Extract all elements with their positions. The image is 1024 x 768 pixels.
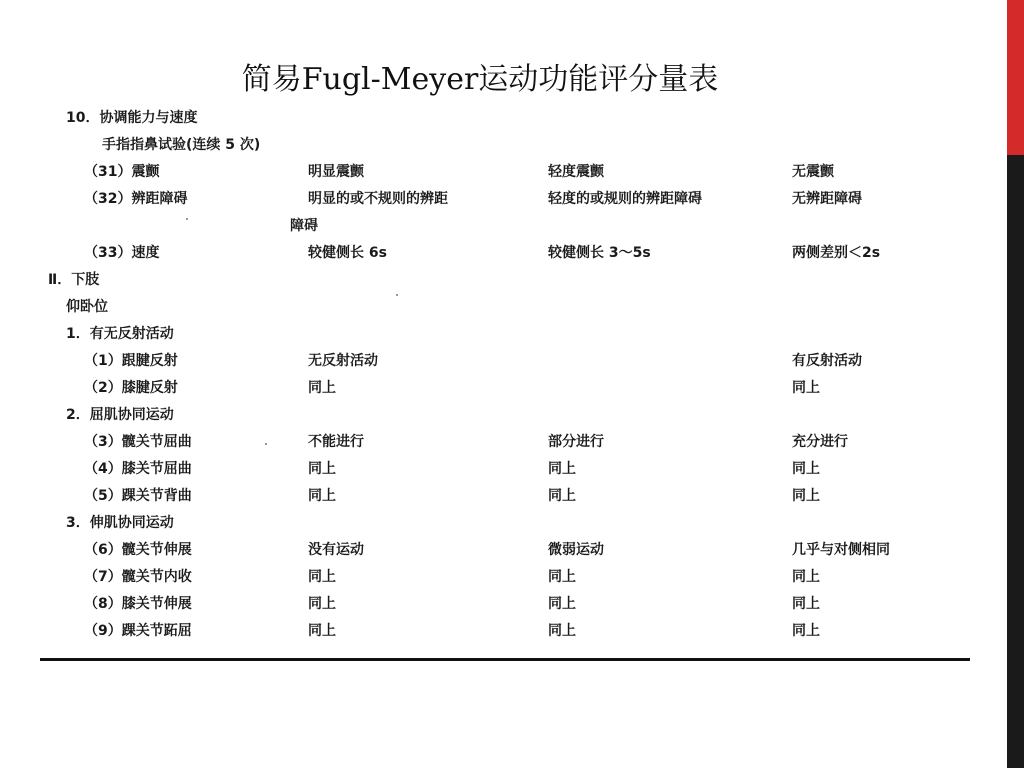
cell-d: 充分进行 [792, 434, 848, 450]
cell-d: 同上 [792, 596, 820, 612]
cell-b: 较健侧长 6s [308, 245, 387, 261]
cell-a: 2．屈肌协同运动 [66, 407, 174, 423]
cell-c: 同上 [548, 461, 576, 477]
cell-c: 轻度的或规则的辨距障碍 [548, 191, 702, 207]
cell-a: 手指指鼻试验(连续 5 次) [102, 137, 261, 153]
cell-c: 同上 [548, 488, 576, 504]
cell-a: （2）膝腱反射 [84, 380, 178, 396]
cell-b: 明显震颤 [308, 164, 364, 180]
page-title: 简易Fugl-Meyer运动功能评分量表 [241, 62, 719, 97]
cell-a: （7）髋关节内收 [84, 569, 192, 585]
cell-c: 轻度震颤 [548, 164, 604, 180]
cell-c: 部分进行 [548, 434, 604, 450]
cell-d: 无震颤 [792, 164, 834, 180]
cell-a: （31）震颤 [84, 164, 160, 180]
cell-b: 同上 [308, 380, 336, 396]
cell-d: 同上 [792, 488, 820, 504]
document-line [0, 540, 1000, 567]
cell-a: （33）速度 [84, 245, 160, 261]
cell-d: 同上 [792, 623, 820, 639]
document-line [0, 513, 1000, 540]
cell-a: （5）踝关节背曲 [84, 488, 192, 504]
cell-a: 10．协调能力与速度 [66, 110, 198, 126]
cell-b: 同上 [308, 596, 336, 612]
cell-b: 同上 [308, 569, 336, 585]
cell-a: Ⅱ．下肢 [48, 272, 100, 288]
cell-b: 明显的或不规则的辨距 [308, 191, 448, 207]
cell-a: （4）膝关节屈曲 [84, 461, 192, 477]
document-line [0, 324, 1000, 351]
accent-bar-dark [1007, 155, 1024, 768]
document-line [0, 351, 1000, 378]
document-line [0, 270, 1000, 297]
accent-bar-red [1007, 0, 1024, 155]
cell-a: 仰卧位 [66, 299, 108, 315]
cell-d: 两侧差别＜2s [792, 245, 881, 261]
document-line [0, 162, 1000, 189]
cell-b: 同上 [308, 488, 336, 504]
document-line [0, 459, 1000, 486]
cell-c: 较健侧长 3～5s [548, 245, 651, 261]
cell-b2: 障碍 [290, 218, 318, 234]
scan-speck [186, 218, 188, 220]
cell-a: 1．有无反射活动 [66, 326, 174, 342]
document-line [0, 108, 1000, 135]
document-line [0, 297, 1000, 324]
document-line [0, 135, 1000, 162]
document-line [0, 405, 1000, 432]
cell-c: 微弱运动 [548, 542, 604, 558]
document-line [0, 432, 1000, 459]
scan-speck [265, 443, 267, 445]
cell-a: （1）跟腱反射 [84, 353, 178, 369]
cell-b: 无反射活动 [308, 353, 378, 369]
cell-b: 不能进行 [308, 434, 364, 450]
cell-d: 有反射活动 [792, 353, 862, 369]
document-line [0, 216, 1000, 243]
cell-b: 同上 [308, 623, 336, 639]
cell-a: （9）踝关节跖屈 [84, 623, 192, 639]
document-line [0, 594, 1000, 621]
cell-c: 同上 [548, 623, 576, 639]
cell-d: 同上 [792, 380, 820, 396]
cell-c: 同上 [548, 596, 576, 612]
bottom-rule [40, 658, 970, 661]
document-line [0, 243, 1000, 270]
cell-d: 同上 [792, 461, 820, 477]
cell-b: 同上 [308, 461, 336, 477]
cell-c: 同上 [548, 569, 576, 585]
document-line [0, 621, 1000, 648]
scan-speck [396, 294, 398, 296]
document-line [0, 378, 1000, 405]
cell-a: （6）髋关节伸展 [84, 542, 192, 558]
document-line [0, 567, 1000, 594]
document-line [0, 189, 1000, 216]
cell-d: 无辨距障碍 [792, 191, 862, 207]
cell-a: （3）髋关节屈曲 [84, 434, 192, 450]
cell-a: 3．伸肌协同运动 [66, 515, 174, 531]
cell-d: 几乎与对侧相同 [792, 542, 890, 558]
cell-d: 同上 [792, 569, 820, 585]
cell-a: （8）膝关节伸展 [84, 596, 192, 612]
cell-b: 没有运动 [308, 542, 364, 558]
document-line [0, 486, 1000, 513]
cell-a: （32）辨距障碍 [84, 191, 188, 207]
